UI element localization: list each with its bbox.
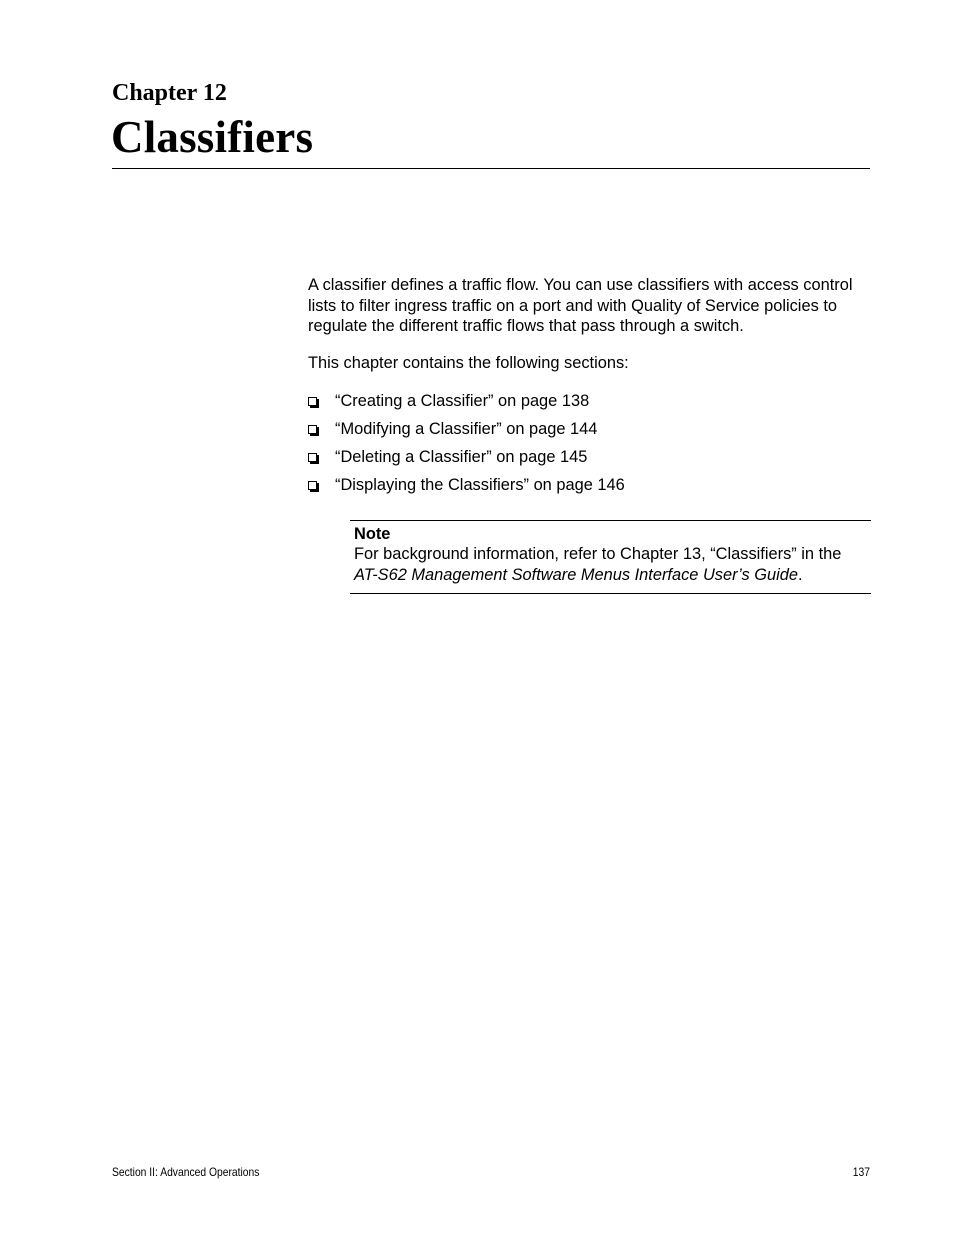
section-link-displaying[interactable]: “Displaying the Classifiers” on page 146	[335, 476, 625, 494]
list-item	[308, 391, 625, 419]
guide-title: AT-S62 Management Software Menus Interface User’s Guide	[354, 565, 798, 584]
section-list	[308, 391, 625, 503]
section-link-deleting[interactable]: “Deleting a Classifier” on page 145	[335, 448, 588, 466]
chapter-title: Classifiers	[111, 112, 314, 162]
note-heading: Note	[354, 525, 391, 543]
list-item	[308, 447, 625, 475]
section-link-modifying[interactable]: “Modifying a Classifier” on page 144	[335, 420, 598, 438]
contains-paragraph: This chapter contains the following sections:	[308, 354, 629, 372]
list-item	[308, 419, 625, 447]
footer-page-number: 137	[852, 1165, 870, 1179]
section-link-creating[interactable]: “Creating a Classifier” on page 138	[335, 392, 590, 410]
intro-paragraph: A classifier defines a traffic flow. You can use classifiers with access control lists to filter ingress traffic on a port and with Quality of Service policies to regulate the different traffic flows that pass through a switch.	[308, 276, 853, 335]
footer-section-name: Section II: Advanced Operations	[112, 1165, 260, 1179]
note-text	[354, 544, 869, 585]
title-rule	[112, 168, 870, 169]
box-bullet-icon	[308, 425, 317, 434]
note-text-lead: For background information, refer to Chapter 13, “Classifiers” in the	[354, 545, 842, 563]
list-item	[308, 475, 625, 503]
chapter-label: Chapter 12	[112, 80, 227, 106]
note-text-end: .	[798, 565, 803, 584]
box-bullet-icon	[308, 453, 317, 462]
box-bullet-icon	[308, 397, 317, 406]
note-box	[350, 520, 871, 594]
box-bullet-icon	[308, 481, 317, 490]
